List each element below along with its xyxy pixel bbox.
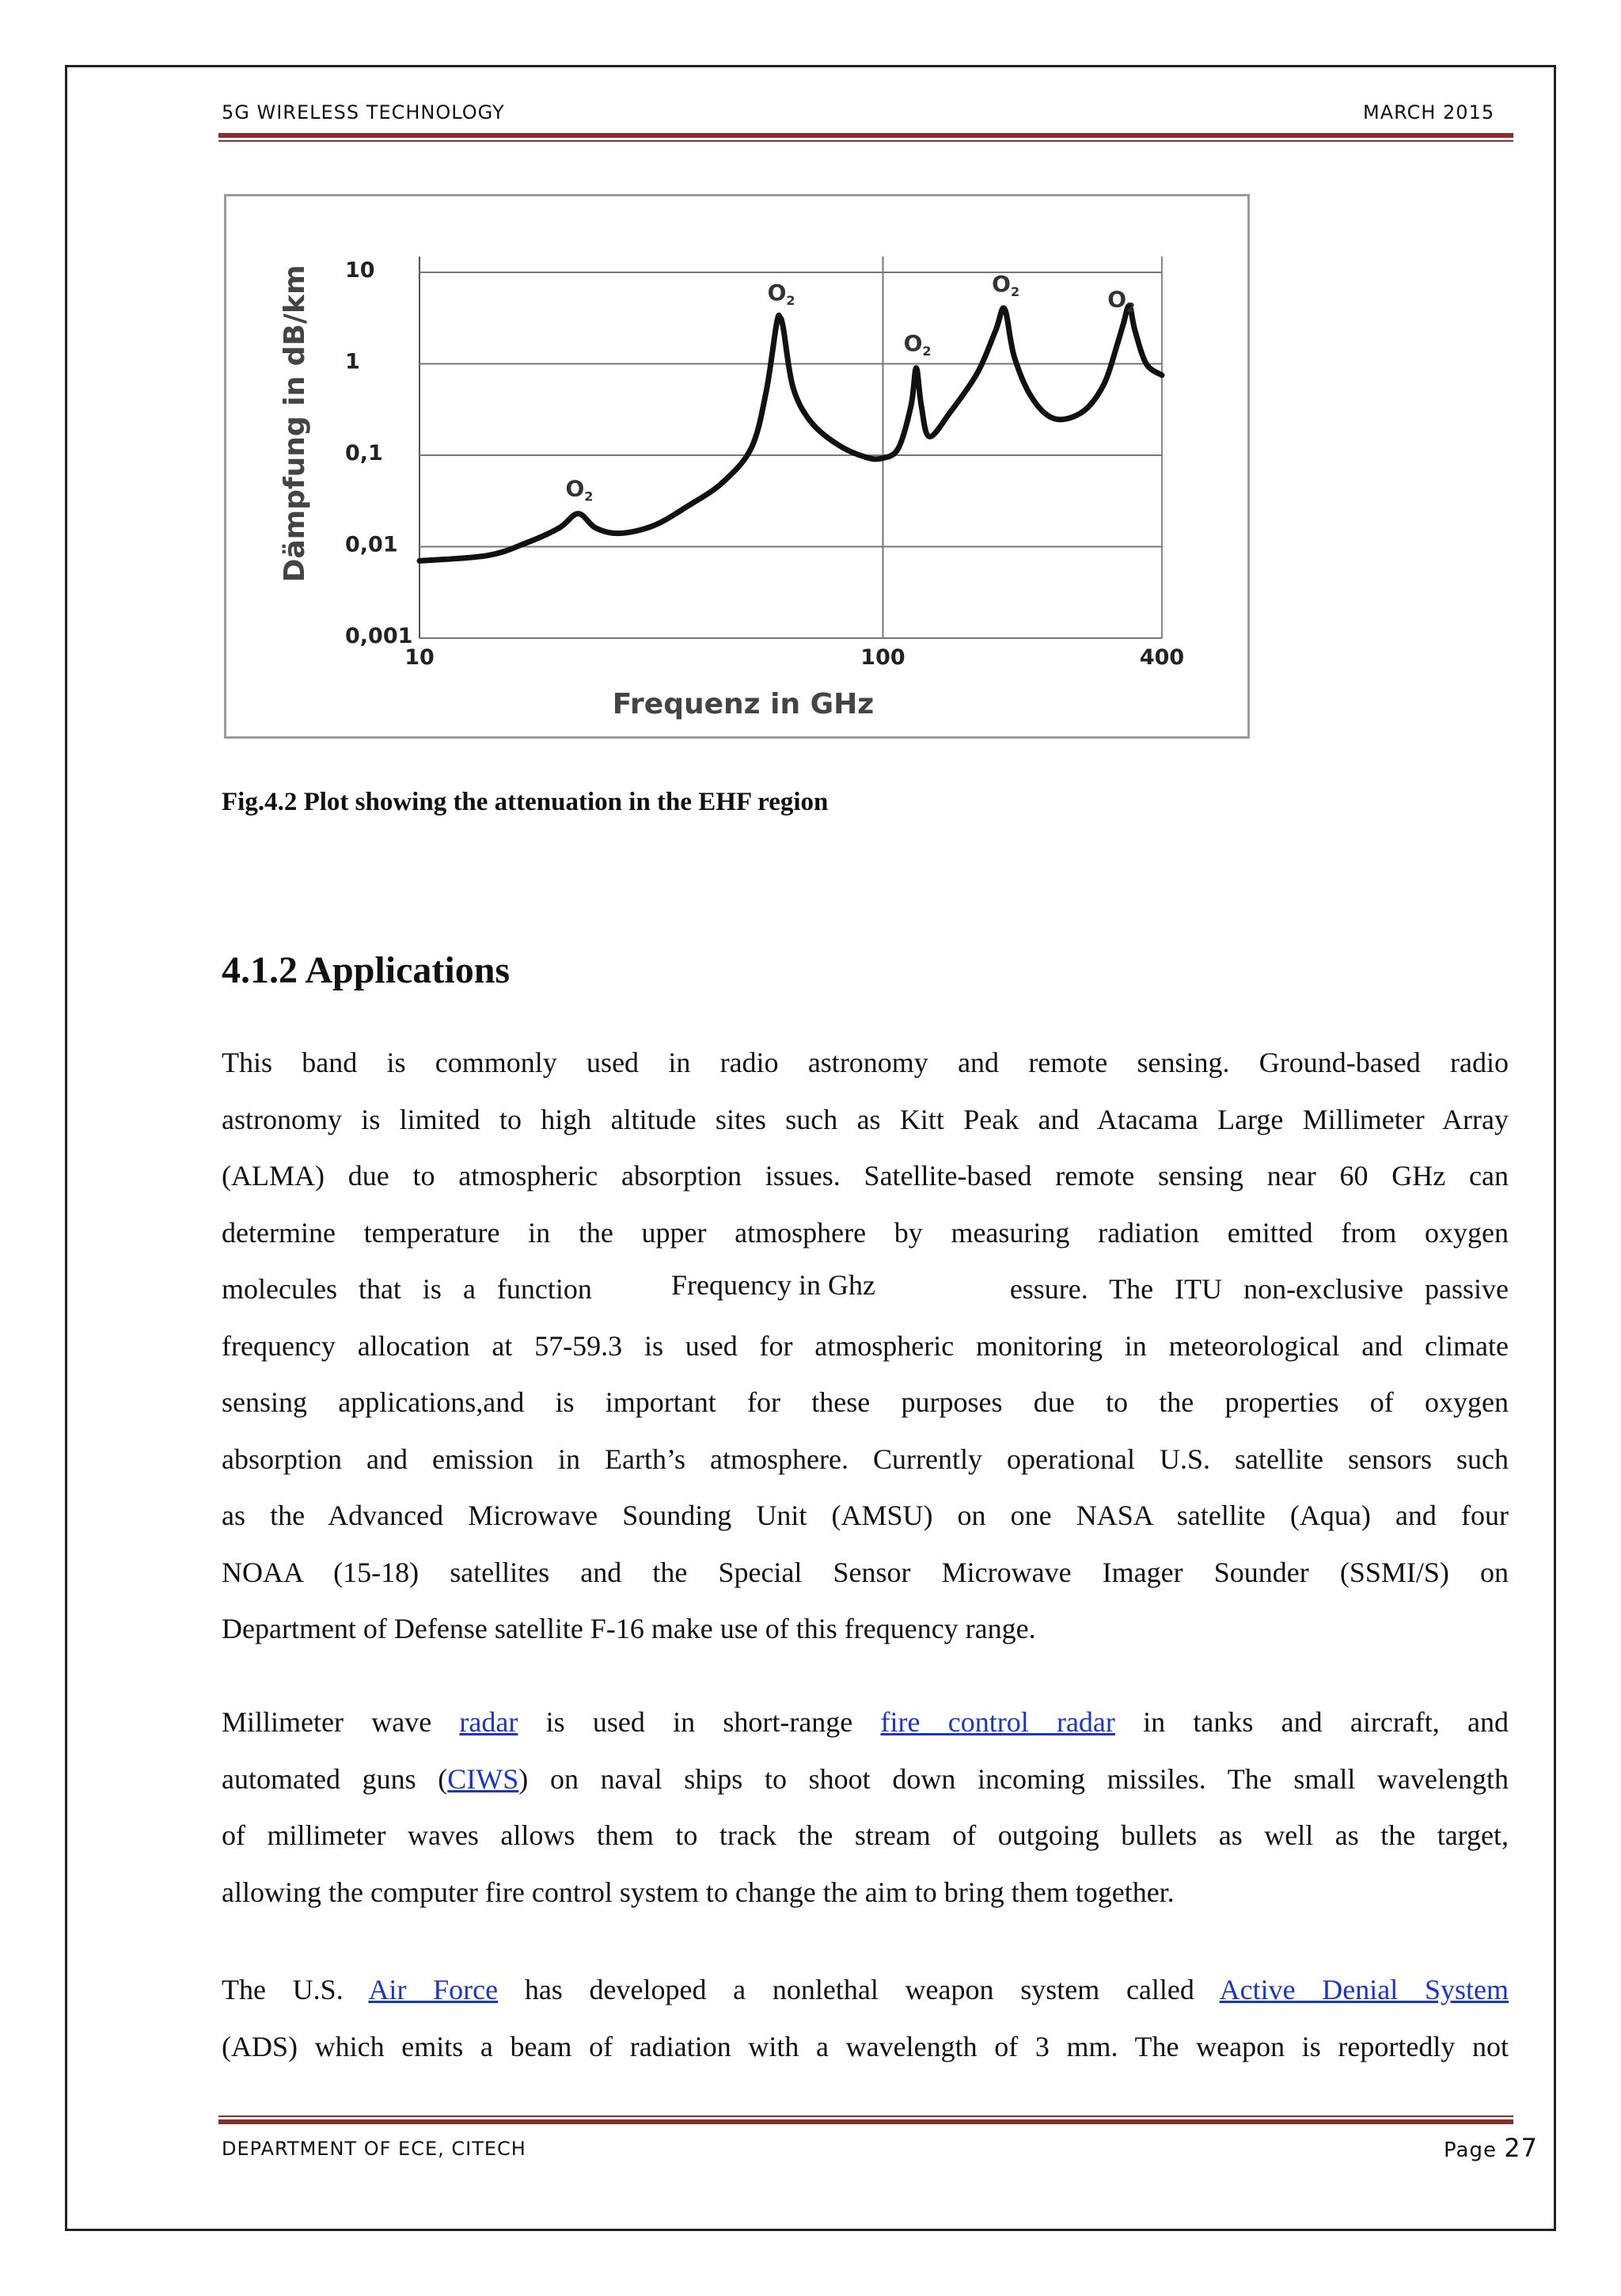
footer-page [1444,2133,1538,2163]
para2-text-3: in tanks and aircraft, and [1114,1706,1509,1738]
page-number: 27 [1504,2133,1538,2163]
x-tick-label: 100 [860,645,905,670]
y-tick-label: 0,01 [345,532,398,557]
para3-line-2: (ADS) which emits a beam of radiation with a wavelength of 3 mm. The weapon is reportedly not [222,2030,1509,2062]
paragraph-applications [222,1035,1509,1658]
para2-line-4: allowing the computer fire control system to change the aim to bring them together. [222,1876,1175,1908]
para2-text-2: is used in short-range [518,1706,881,1738]
para1-line-2: astronomy is limited to high altitude sites such as Kitt Peak and Atacama Large Millimeter Array [222,1103,1509,1135]
peak-annotation: $O_2$ [565,475,594,504]
para2-text-1: Millimeter wave [222,1706,460,1738]
link-active-denial-system[interactable]: Active Denial System [1219,1974,1509,2005]
section-heading: 4.1.2 Applications [222,949,511,991]
para3-text-1: The U.S. [222,1974,369,2005]
figure-caption: Fig.4.2 Plot showing the attenuation in the EHF region [222,788,829,816]
para1-line-6: frequency allocation at 57-59.3 is used for atmospheric monitoring in meteorological and climate [222,1329,1509,1362]
para1-line-9: as the Advanced Microwave Sounding Unit (AMSU) on one NASA satellite (Aqua) and four [222,1500,1509,1531]
footer-department: DEPARTMENT OF ECE, CITECH [222,2138,526,2160]
page-label: Page [1444,2138,1497,2162]
y-tick-label: 1 [345,349,360,374]
peak-annotation: $O_2$ [767,279,795,309]
para2-text-5: ) on naval ships to shoot down incoming missiles. The small wavelength [518,1762,1509,1795]
paragraph-radar [222,1694,1509,1921]
para1-line-5-right: essure. The ITU non-exclusive passive [1009,1273,1509,1305]
para2-line-1 [222,1694,1509,1751]
peak-annotation: $O_2$ [992,270,1020,299]
x-tick-label: 10 [404,645,435,670]
footer-rule [218,2115,1513,2124]
attenuation-curve [419,306,1162,561]
para2-text-4: automated guns ( [222,1762,448,1795]
header-rule [218,133,1513,142]
link-ciws[interactable]: CIWS [447,1762,519,1795]
link-air-force[interactable]: Air Force [368,1974,499,2005]
para2-line-2 [222,1751,1509,1808]
figure-frame [224,194,1250,739]
y-tick-label: 10 [345,258,375,283]
para3-text-2: has developed a nonlethal weapon system called [498,1974,1220,2005]
y-tick-label: 0,001 [345,624,413,648]
para1-line-10: NOAA (15-18) satellites and the Special Sensor Microwave Imager Sounder (SSMI/S) on [222,1556,1509,1588]
header-title: 5G WIRELESS TECHNOLOGY [222,101,505,124]
para3-line-1 [222,1962,1509,2019]
para1-line-11: Department of Defense satellite F-16 make use of this frequency range. [222,1613,1036,1644]
peak-annotation: $O_2$ [1107,286,1136,315]
paragraph-ads [222,1962,1509,2075]
peak-annotation: $O_2$ [903,329,932,359]
link-radar[interactable]: radar [459,1706,518,1738]
frequency-overlay-label: Frequency in Ghz [649,1265,899,1303]
para1-line-1: This band is commonly used in radio astronomy and remote sensing. Ground-based radio [222,1047,1509,1078]
link-fire-control-radar[interactable]: fire control radar [880,1706,1115,1738]
para1-line-3: (ALMA) due to atmospheric absorption issues. Satellite-based remote sensing near 60 GHz can [222,1160,1509,1192]
para1-line-8: absorption and emission in Earth’s atmosphere. Currently operational U.S. satellite sensors such [222,1443,1509,1475]
x-tick-label: 400 [1139,645,1185,670]
y-axis-label: Dämpfung in dB/km [279,264,311,583]
para1-line-7: sensing applications,and is important for these purposes due to the properties of oxygen [222,1386,1509,1418]
x-axis-label: Frequenz in GHz [612,688,875,720]
header-date: MARCH 2015 [1363,101,1495,124]
para1-line-5-left: molecules that is a function [222,1273,592,1305]
para2-line-3: of millimeter waves allows them to track the stream of outgoing bullets as well as the target, [222,1819,1509,1851]
attenuation-chart [226,196,1247,736]
y-tick-label: 0,1 [345,441,383,466]
para1-line-4: determine temperature in the upper atmosphere by measuring radiation emitted from oxygen [222,1216,1509,1249]
